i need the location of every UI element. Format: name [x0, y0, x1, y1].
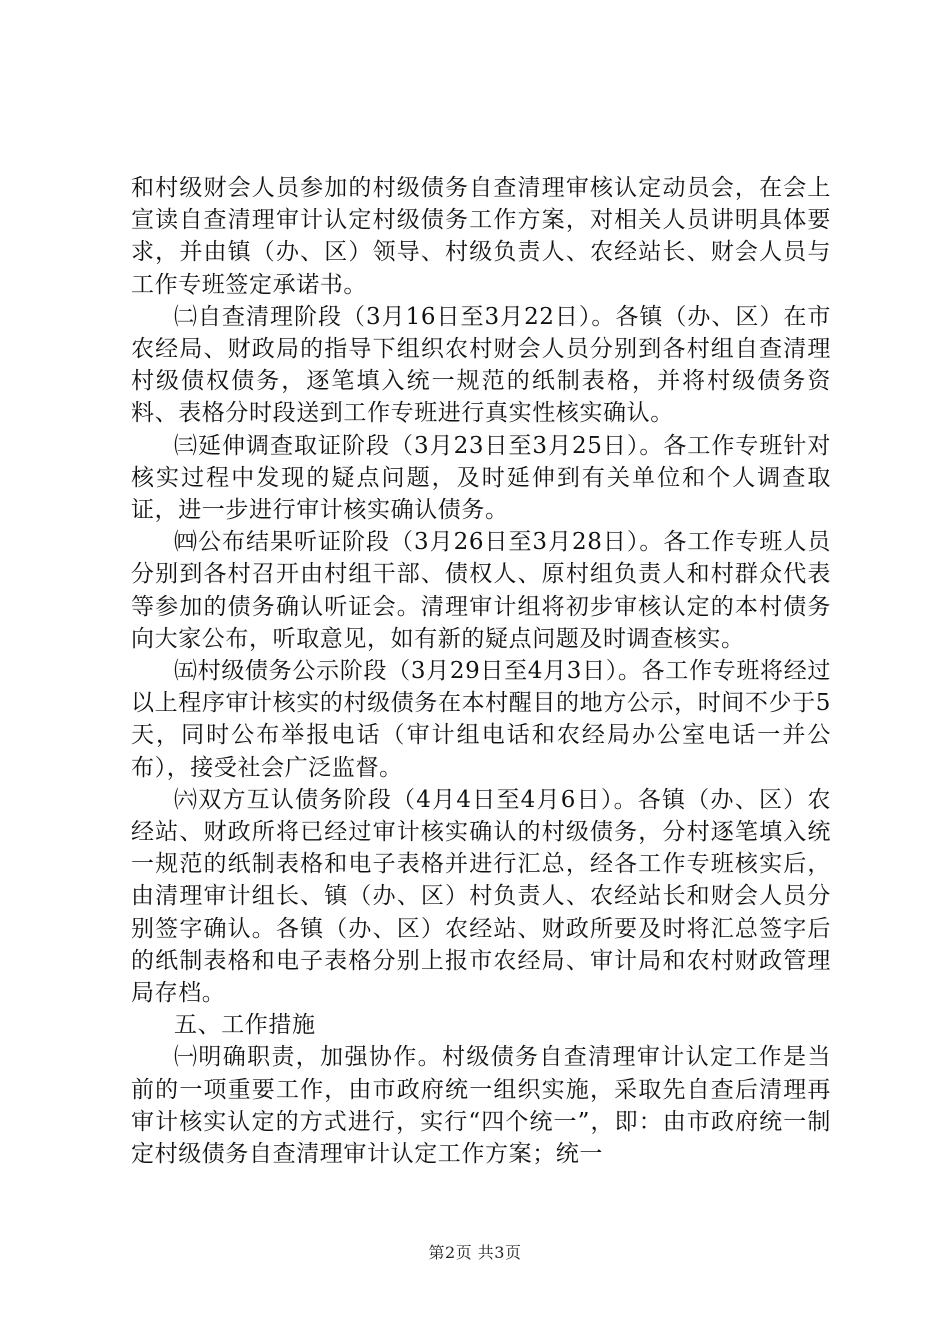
- paragraph-3: ㈢延伸调查取证阶段（3月23日至3月25日）。各工作专班针对核实过程中发现的疑点问题，及时延伸到有关单位和个人调查取证，进一步进行审计核实确认债务。: [131, 432, 831, 524]
- paragraph-2: ㈡自查清理阶段（3月16日至3月22日）。各镇（办、区）在市农经局、财政局的指导下组织农村财会人员分别到各村组自查清理村级债权债务，逐笔填入统一规范的纸制表格，并将村级债务资料、表格分时段送到工作专班进行真实性核实确认。: [131, 303, 831, 427]
- document-body: [131, 172, 831, 1170]
- paragraph-7: ㈠明确职责，加强协作。村级债务自查清理审计认定工作是当前的一项重要工作，由市政府统一组织实施，采取先自查后清理再审计核实认定的方式进行，实行“四个统一”，即：由市政府统一制定村级债务自查清理审计认定工作方案；统一: [131, 1044, 831, 1168]
- paragraph-4: ㈣公布结果听证阶段（3月26日至3月28日）。各工作专班人员分别到各村召开由村组干部、债权人、原村组负责人和村群众代表等参加的债务确认听证会。清理审计组将初步审核认定的本村债务向大家公布，听取意见，如有新的疑点问题及时调查核实。: [131, 529, 831, 652]
- page-footer: 第2页 共3页: [428, 1243, 522, 1262]
- paragraph-5: ㈤村级债务公示阶段（3月29日至4月3日）。各工作专班将经过以上程序审计核实的村级债务在本村醒目的地方公示，时间不少于5天，同时公布举报电话（审计组电话和农经局办公室电话一并公布），接受社会广泛监督。: [131, 658, 831, 781]
- paragraph-6: ㈥双方互认债务阶段（4月4日至4月6日）。各镇（办、区）农经站、财政所将已经过审计核实确认的村级债务，分村逐笔填入统一规范的纸制表格和电子表格并进行汇总，经各工作专班核实后，由清理审计组长、镇（办、区）村负责人、农经站长和财会人员分别签字确认。各镇（办、区）农经站、财政所要及时将汇总签字后的纸制表格和电子表格分别上报市农经局、审计局和农村财政管理局存档。: [131, 786, 831, 1007]
- section-heading: 五、工作措施: [174, 1012, 316, 1039]
- paragraph-1: 和村级财会人员参加的村级债务自查清理审核认定动员会，在会上宣读自查清理审计认定村级债务工作方案，对相关人员讲明具体要求，并由镇（办、区）领导、村级负责人、农经站长、财会人员与工作专班签定承诺书。: [131, 175, 831, 298]
